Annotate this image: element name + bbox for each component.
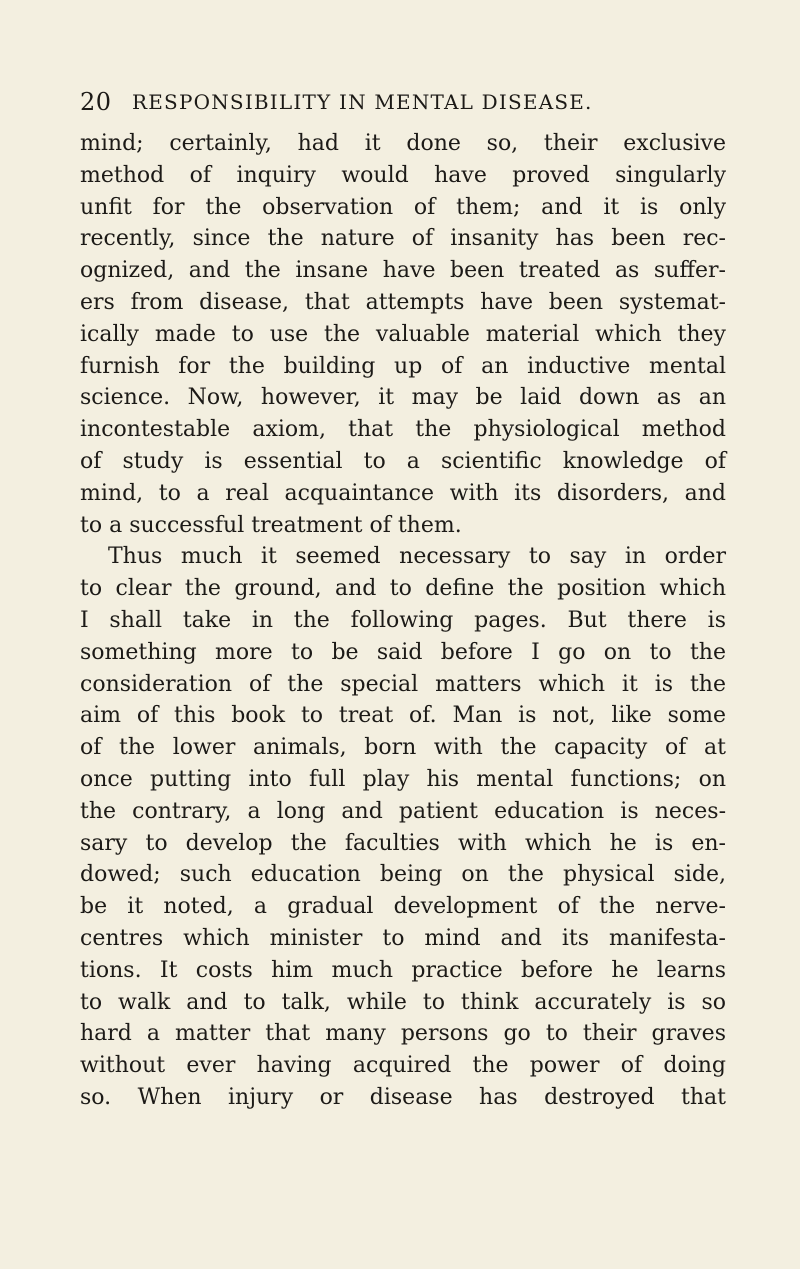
text-line: to walk and to talk, while to think accurately is so — [80, 989, 726, 1015]
text-line: unfit for the observation of them; and it is only — [80, 194, 726, 220]
text-line: mind, to a real acquaintance with its disorders, and — [80, 480, 726, 506]
text-line: something more to be said before I go on to the — [80, 639, 726, 665]
text-line: ognized, and the insane have been treated as suffer- — [80, 258, 726, 284]
text-line: mind; certainly, had it done so, their exclusive — [80, 131, 726, 156]
text-line: sary to develop the faculties with which he is en- — [80, 830, 726, 856]
text-line: tions. It costs him much practice before he learns — [80, 957, 726, 983]
text-line: ers from disease, that attempts have been systemat- — [80, 289, 726, 315]
text-line: science. Now, however, it may be laid down as an — [80, 385, 726, 411]
body-text — [80, 128, 726, 1114]
text-line: furnish for the building up of an inductive mental — [80, 353, 726, 379]
paragraph-start-line: Thus much it seemed necessary to say in order — [108, 544, 726, 570]
text-line: centres which minister to mind and its manifesta- — [80, 925, 726, 951]
text-line: ically made to use the valuable material which they — [80, 321, 726, 347]
text-line: so. When injury or disease has destroyed that — [80, 1084, 726, 1110]
text-line: method of inquiry would have proved singularly — [80, 162, 726, 188]
page-number: 20 — [80, 88, 112, 116]
text-line: aim of this book to treat of. Man is not, like some — [80, 703, 726, 729]
text-line: consideration of the special matters which it is the — [80, 671, 726, 697]
text-line: the contrary, a long and patient education is neces- — [80, 798, 726, 824]
text-line: dowed; such education being on the physical side, — [80, 862, 726, 888]
text-line: I shall take in the following pages. But there is — [80, 607, 726, 633]
text-line: recently, since the nature of insanity has been rec- — [80, 226, 726, 252]
text-line: to clear the ground, and to define the position which — [80, 576, 726, 602]
text-line: of study is essential to a scientific knowledge of — [80, 448, 726, 474]
text-line: hard a matter that many persons go to their graves — [80, 1021, 726, 1047]
paragraph-end-line: to a successful treatment of them. — [80, 512, 462, 538]
text-line: incontestable axiom, that the physiological method — [80, 417, 726, 443]
text-line: once putting into full play his mental functions; on — [80, 766, 726, 792]
text-line: without ever having acquired the power of doing — [80, 1053, 726, 1079]
text-line: of the lower animals, born with the capacity of at — [80, 735, 726, 761]
running-head — [80, 86, 730, 118]
text-line: be it noted, a gradual development of the nerve- — [80, 894, 726, 920]
running-title: RESPONSIBILITY IN MENTAL DISEASE. — [132, 90, 593, 114]
